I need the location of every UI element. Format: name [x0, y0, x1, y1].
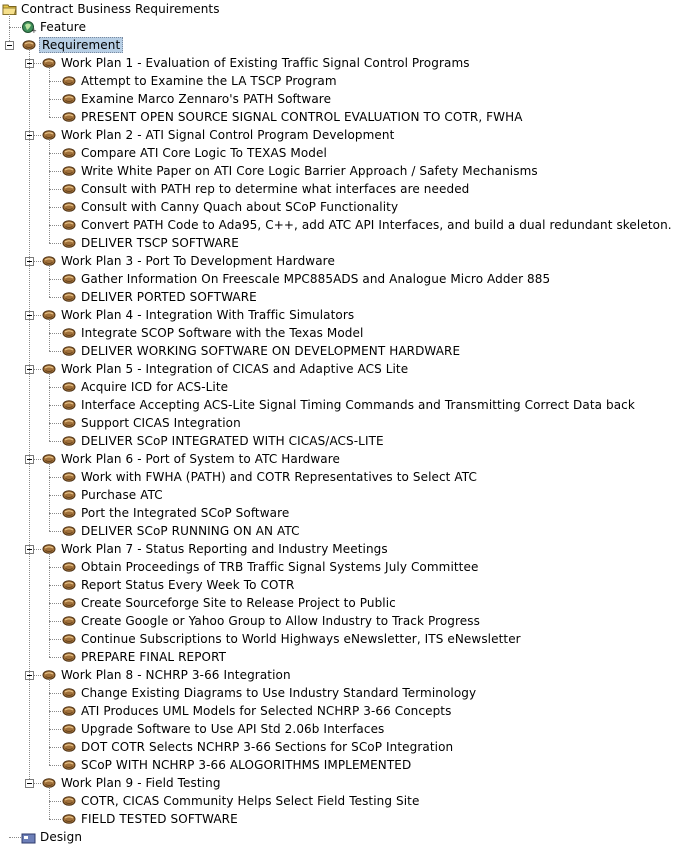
tree-node-label: Compare ATI Core Logic To TEXAS Model	[81, 146, 327, 160]
tree-connector	[49, 711, 61, 712]
tree-node-label: Work Plan 7 - Status Reporting and Industry Meetings	[61, 542, 388, 556]
tree-node-requirement-item[interactable]	[0, 234, 686, 252]
tree-node-requirement-item[interactable]	[0, 216, 686, 234]
tree-node-work-plan[interactable]	[0, 126, 686, 144]
tree-node-requirement-item[interactable]	[0, 378, 686, 396]
tree-node-requirement-item[interactable]	[0, 504, 686, 522]
tree-connector	[49, 207, 61, 208]
tree-node-label: PREPARE FINAL REPORT	[81, 650, 227, 664]
tree-connector	[49, 819, 61, 820]
tree-node-requirement-item[interactable]	[0, 396, 686, 414]
tree-node-work-plan[interactable]	[0, 450, 686, 468]
tree-node-requirement-item[interactable]	[0, 702, 686, 720]
tree-connector	[49, 603, 61, 604]
tree-node-label: Work Plan 1 - Evaluation of Existing Traffic Signal Control Programs	[61, 56, 470, 70]
tree-node-label: COTR, CICAS Community Helps Select Field Testing Site	[81, 794, 420, 808]
tree-node-label: SCoP WITH NCHRP 3-66 ALOGORITHMS IMPLEMENTED	[81, 758, 412, 772]
tree-node-work-plan[interactable]	[0, 306, 686, 324]
tree-node-requirement-item[interactable]	[0, 720, 686, 738]
tree-connector	[49, 333, 61, 334]
tree-connector	[49, 567, 61, 568]
tree-node-label: Write White Paper on ATI Core Logic Barrier Approach / Safety Mechanisms	[81, 164, 538, 178]
tree-connector	[49, 639, 61, 640]
tree-connector	[49, 657, 61, 658]
tree-node-label: Feature	[40, 20, 87, 34]
tree-connector	[49, 405, 61, 406]
tree-connector	[49, 747, 61, 748]
tree-node-label: DELIVER PORTED SOFTWARE	[81, 290, 257, 304]
tree-node-requirement-item[interactable]	[0, 594, 686, 612]
tree-node-requirement-item[interactable]	[0, 198, 686, 216]
tree-node-requirement[interactable]	[0, 36, 686, 54]
tree-node-label: Work Plan 5 - Integration of CICAS and Adaptive ACS Lite	[61, 362, 409, 376]
tree-guide-line	[49, 787, 50, 819]
tree-node-requirement-item[interactable]	[0, 486, 686, 504]
tree-node-requirement-item[interactable]	[0, 324, 686, 342]
tree-node-label: DELIVER SCoP RUNNING ON AN ATC	[81, 524, 300, 538]
tree-node-label: Continue Subscriptions to World Highways eNewsletter, ITS eNewsletter	[81, 632, 521, 646]
tree-node-label: Port the Integrated SCoP Software	[81, 506, 290, 520]
tree-node-label: Create Google or Yahoo Group to Allow Industry to Track Progress	[81, 614, 480, 628]
tree-connector	[49, 585, 61, 586]
tree-node-label: Work Plan 3 - Port To Development Hardware	[61, 254, 335, 268]
tree-connector	[49, 171, 61, 172]
design-icon	[21, 830, 37, 849]
tree-node-feature[interactable]	[0, 18, 686, 36]
tree-node-requirement-item[interactable]	[0, 522, 686, 540]
tree-node-requirement-item[interactable]	[0, 648, 686, 666]
tree-node-label: Work Plan 4 - Integration With Traffic Simulators	[61, 308, 355, 322]
tree-node-requirement-item[interactable]	[0, 144, 686, 162]
tree-connector	[9, 837, 21, 838]
tree-guide-line	[49, 139, 50, 243]
tree-node-requirement-item[interactable]	[0, 738, 686, 756]
tree-guide-line	[29, 49, 30, 779]
tree-node-label: Consult with PATH rep to determine what interfaces are needed	[81, 182, 470, 196]
tree-connector	[49, 189, 61, 190]
collapse-toggle[interactable]	[5, 41, 14, 50]
tree-root-node[interactable]	[0, 0, 686, 18]
tree-connector	[49, 765, 61, 766]
tree-node-work-plan[interactable]	[0, 666, 686, 684]
tree-node-requirement-item[interactable]	[0, 756, 686, 774]
tree-connector	[49, 297, 61, 298]
tree-node-requirement-item[interactable]	[0, 90, 686, 108]
tree-node-requirement-item[interactable]	[0, 180, 686, 198]
collapse-toggle[interactable]	[25, 779, 34, 788]
tree-node-requirement-item[interactable]	[0, 432, 686, 450]
tree-guide-line	[9, 14, 10, 41]
tree-guide-line	[49, 319, 50, 351]
tree-connector	[49, 99, 61, 100]
tree-node-label: Report Status Every Week To COTR	[81, 578, 295, 592]
svg-text:+: +	[31, 27, 37, 34]
tree-node-requirement-item[interactable]	[0, 684, 686, 702]
tree-node-requirement-item[interactable]	[0, 792, 686, 810]
tree-node-requirement-item[interactable]	[0, 468, 686, 486]
tree-connector	[49, 351, 61, 352]
tree-node-label: Consult with Canny Quach about SCoP Functionality	[81, 200, 399, 214]
tree-node-label: Gather Information On Freescale MPC885ADS and Analogue Micro Adder 885	[81, 272, 551, 286]
tree-node-label: Interface Accepting ACS-Lite Signal Timing Commands and Transmitting Correct Data back	[81, 398, 635, 412]
tree-node-requirement-item[interactable]	[0, 288, 686, 306]
tree-node-requirement-item[interactable]	[0, 342, 686, 360]
tree-connector	[49, 153, 61, 154]
tree-node-requirement-item[interactable]	[0, 810, 686, 828]
tree-connector	[49, 387, 61, 388]
tree-connector	[49, 243, 61, 244]
tree-node-label: DELIVER WORKING SOFTWARE ON DEVELOPMENT HARDWARE	[81, 344, 461, 358]
tree-node-label: Work with FWHA (PATH) and COTR Representatives to Select ATC	[81, 470, 477, 484]
tree-node-requirement-item[interactable]	[0, 558, 686, 576]
tree-connector	[49, 513, 61, 514]
tree-node-label: Design	[40, 830, 83, 844]
tree-node-label: Work Plan 8 - NCHRP 3-66 Integration	[61, 668, 291, 682]
tree-node-requirement-item[interactable]	[0, 162, 686, 180]
tree-node-work-plan[interactable]	[0, 252, 686, 270]
tree-connector	[49, 279, 61, 280]
tree-node-work-plan[interactable]	[0, 360, 686, 378]
tree-node-label: Attempt to Examine the LA TSCP Program	[81, 74, 337, 88]
tree-node-label: Examine Marco Zennaro's PATH Software	[81, 92, 332, 106]
tree-guide-line	[49, 373, 50, 441]
tree-node-label: Upgrade Software to Use API Std 2.06b Interfaces	[81, 722, 385, 736]
tree-guide-line	[49, 67, 50, 117]
tree-connector	[49, 81, 61, 82]
tree-node-requirement-item[interactable]	[0, 270, 686, 288]
tree-node-label: Work Plan 9 - Field Testing	[61, 776, 221, 790]
tree-node-label: Convert PATH Code to Ada95, C++, add ATC API Interfaces, and build a dual redundant skeleton.	[81, 218, 672, 232]
tree-node-label: Create Sourceforge Site to Release Project to Public	[81, 596, 396, 610]
tree-node-requirement-item[interactable]	[0, 72, 686, 90]
tree-connector	[49, 729, 61, 730]
tree-node-label: Acquire ICD for ACS-Lite	[81, 380, 229, 394]
tree-node-label: Work Plan 6 - Port of System to ATC Hardware	[61, 452, 340, 466]
tree-node-requirement-item[interactable]	[0, 612, 686, 630]
tree-node-requirement-item[interactable]	[0, 414, 686, 432]
tree-connector	[49, 495, 61, 496]
tree-node-label: ATI Produces UML Models for Selected NCHRP 3-66 Concepts	[81, 704, 452, 718]
tree-node-label: DOT COTR Selects NCHRP 3-66 Sections for SCoP Integration	[81, 740, 454, 754]
tree-node-work-plan[interactable]	[0, 54, 686, 72]
tree-node-label: Change Existing Diagrams to Use Industry Standard Terminology	[81, 686, 477, 700]
tree-node-requirement-item[interactable]	[0, 108, 686, 126]
tree-guide-line	[49, 679, 50, 765]
tree-connector	[49, 801, 61, 802]
tree-connector	[49, 693, 61, 694]
tree-node-requirement-item[interactable]	[0, 630, 686, 648]
tree-node-label: PRESENT OPEN SOURCE SIGNAL CONTROL EVALUATION TO COTR, FWHA	[81, 110, 523, 124]
tree-connector	[49, 117, 61, 118]
tree-node-work-plan[interactable]	[0, 540, 686, 558]
tree-guide-line	[49, 553, 50, 657]
tree-node-label: Contract Business Requirements	[21, 2, 220, 16]
tree-connector	[49, 621, 61, 622]
tree-guide-line	[49, 265, 50, 297]
tree-guide-line	[49, 463, 50, 531]
tree-node-label: Integrate SCOP Software with the Texas Model	[81, 326, 364, 340]
tree-node-label: Support CICAS Integration	[81, 416, 241, 430]
tree-connector	[49, 531, 61, 532]
tree-connector	[9, 27, 21, 28]
tree-connector	[49, 423, 61, 424]
tree-node-label: Obtain Proceedings of TRB Traffic Signal Systems July Committee	[81, 560, 479, 574]
tree-node-requirement-item[interactable]	[0, 576, 686, 594]
tree-node-label: DELIVER TSCP SOFTWARE	[81, 236, 239, 250]
tree-node-label: DELIVER SCoP INTEGRATED WITH CICAS/ACS-LITE	[81, 434, 384, 448]
tree-node-design[interactable]	[0, 828, 686, 846]
tree-connector	[49, 225, 61, 226]
tree-node-work-plan[interactable]	[0, 774, 686, 792]
tree-node-label: FIELD TESTED SOFTWARE	[81, 812, 238, 826]
tree-node-label: Purchase ATC	[81, 488, 163, 502]
tree-connector	[49, 477, 61, 478]
tree-node-label: Requirement	[39, 37, 123, 53]
tree-connector	[49, 441, 61, 442]
tree-node-label: Work Plan 2 - ATI Signal Control Program Development	[61, 128, 395, 142]
